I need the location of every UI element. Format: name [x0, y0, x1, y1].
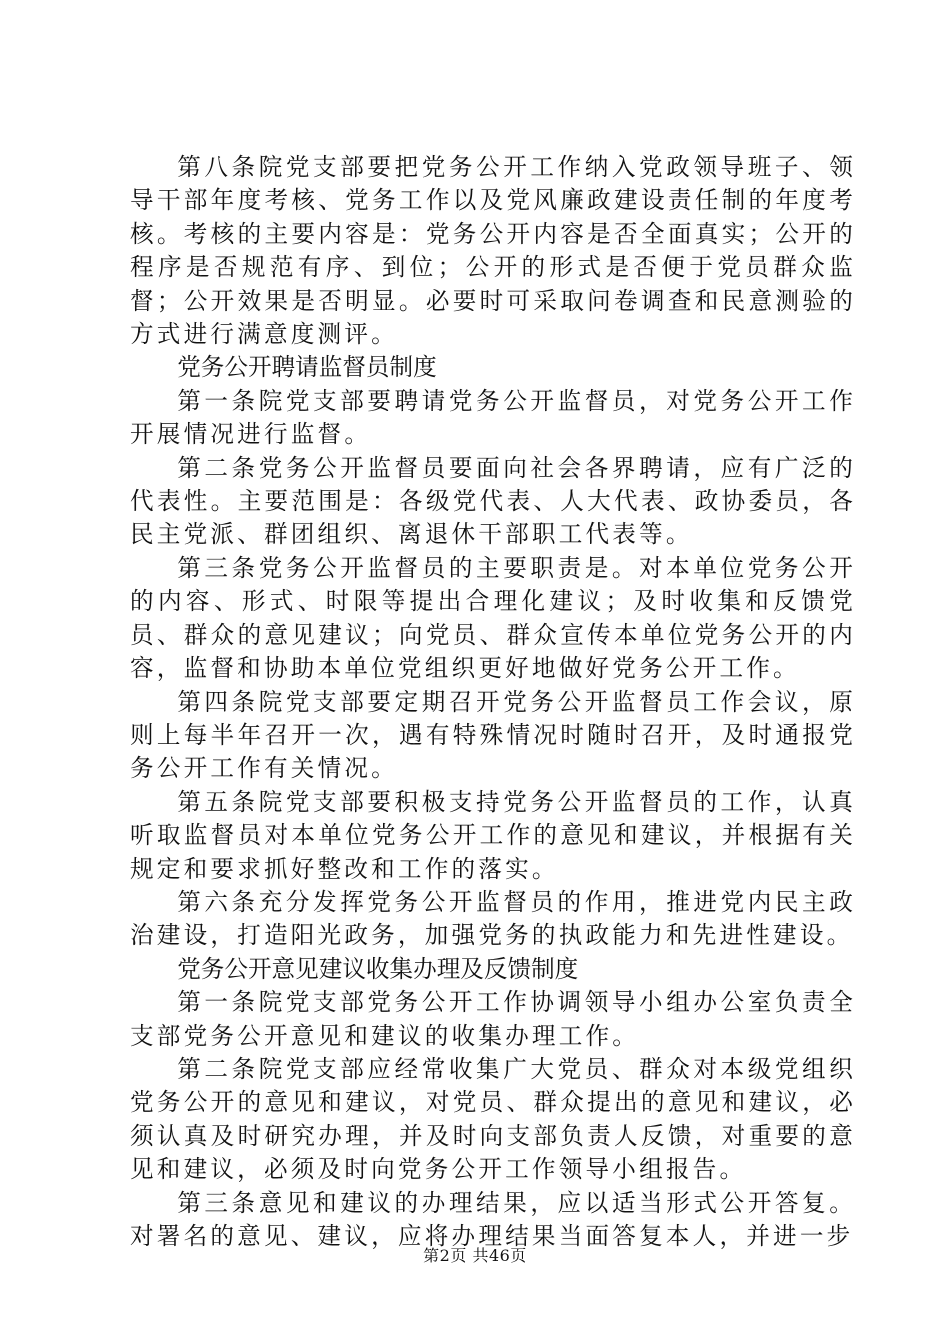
article-6-paragraph: 第六条充分发挥党务公开监督员的作用，推进党内民主政治建设，打造阳光政务，加强党务的执政能力和先进性建设。: [130, 887, 856, 950]
feedback-article-2-paragraph: 第二条院党支部应经常收集广大党员、群众对本级党组织党务公开的意见和建议，对党员、群众提出的意见和建议，必须认真及时研究办理，并及时向支部负责人反馈，对重要的意见和建议，必须及时向党务公开工作领导小组报告。: [130, 1054, 856, 1184]
article-8-paragraph: 第八条院党支部要把党务公开工作纳入党政领导班子、领导干部年度考核、党务工作以及党风廉政建设责任制的年度考核。考核的主要内容是：党务公开内容是否全面真实；公开的程序是否规范有序、到位；公开的形式是否便于党员群众监督；公开效果是否明显。必要时可采取问卷调查和民意测验的方式进行满意度测评。: [130, 153, 856, 349]
article-3-paragraph: 第三条党务公开监督员的主要职责是。对本单位党务公开的内容、形式、时限等提出合理化建议；及时收集和反馈党员、群众的意见建议；向党员、群众宣传本单位党务公开的内容，监督和协助本单位党组织更好地做好党务公开工作。: [130, 553, 856, 683]
section-heading-feedback-system: 党务公开意见建议收集办理及反馈制度: [177, 954, 579, 983]
article-4-paragraph: 第四条院党支部要定期召开党务公开监督员工作会议，原则上每半年召开一次，遇有特殊情况时随时召开，及时通报党务公开工作有关情况。: [130, 687, 856, 783]
article-5-paragraph: 第五条院党支部要积极支持党务公开监督员的工作，认真听取监督员对本单位党务公开工作的意见和建议，并根据有关规定和要求抓好整改和工作的落实。: [130, 787, 856, 883]
feedback-article-1-paragraph: 第一条院党支部党务公开工作协调领导小组办公室负责全支部党务公开意见和建议的收集办理工作。: [130, 988, 856, 1050]
document-body: [130, 151, 856, 1253]
page-number-footer: 第2页 共46页: [423, 1246, 527, 1265]
article-1-paragraph: 第一条院党支部要聘请党务公开监督员，对党务公开工作开展情况进行监督。: [130, 386, 856, 449]
section-heading-supervisor-system: 党务公开聘请监督员制度: [177, 353, 437, 382]
article-2-paragraph: 第二条党务公开监督员要面向社会各界聘请，应有广泛的代表性。主要范围是：各级党代表、人大代表、政协委员，各民主党派、群团组织、离退休干部职工代表等。: [130, 453, 856, 549]
feedback-article-3-paragraph: 第三条意见和建议的办理结果，应以适当形式公开答复。对署名的意见、建议，应将办理结果当面答复本人，并进一步: [130, 1188, 856, 1250]
